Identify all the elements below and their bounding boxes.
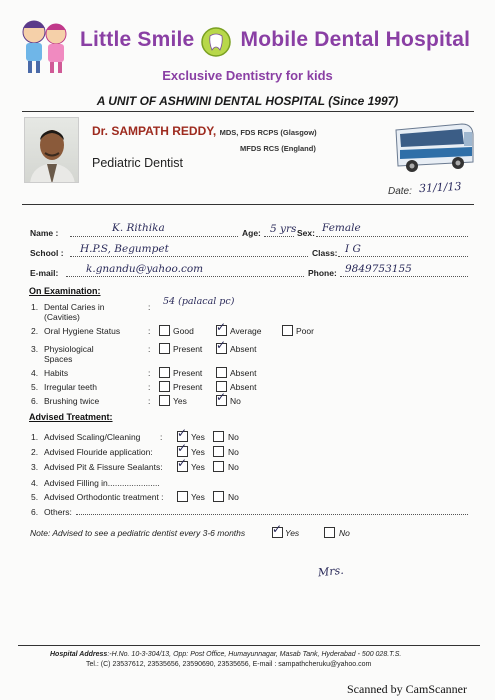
exam-irregular-label: Irregular teeth [44,382,97,392]
sealants-yes-label: Yes [191,462,205,472]
scanner-watermark: Scanned by CamScanner [347,682,467,696]
spaces-present-checkbox[interactable] [159,343,170,354]
name-value: K. Rithika [112,222,165,234]
exam-caries-value: 54 (palacal pc) [163,296,235,307]
sex-value: Female [322,222,361,234]
doctor-photo [24,117,79,183]
mobile-bus-icon [392,120,476,175]
title-part-2: Mobile Dental Hospital [240,28,471,51]
exam-3-num: 3. [31,344,39,354]
exam-brushing-colon: : [148,396,151,406]
brushing-no-check-icon: ✓ [216,390,227,404]
exam-oral-hygiene-label: Oral Hygiene Status [44,326,121,336]
scaling-no-label: No [228,432,239,442]
oral-poor-label: Poor [296,326,314,336]
note-no-label: No [339,528,350,538]
exam-brushing-label: Brushing twice [44,396,100,406]
spaces-absent-label: Absent [230,344,257,354]
signature: Mrs. [317,563,345,580]
scaling-yes-label: Yes [191,432,205,442]
ortho-yes-checkbox[interactable] [177,491,188,502]
doctor-name-text: Dr. SAMPATH REDDY, [92,124,217,138]
phone-field-line [340,276,468,277]
school-label: School : [30,248,64,258]
treat-scaling-colon: : [160,432,163,442]
doctor-role: Pediatric Dentist [92,156,184,170]
note-no-checkbox[interactable] [324,527,335,538]
treatment-heading: Advised Treatment: [29,412,113,422]
oral-poor-checkbox[interactable] [282,325,293,336]
spaces-present-label: Present [173,344,203,354]
unit-line: A UNIT OF ASHWINI DENTAL HOSPITAL (Since 1997) [96,94,399,108]
hospital-subtitle: Exclusive Dentistry for kids [162,68,333,83]
address-text: :-H.No. 10-3-304/13, Opp: Post Office, Humayunnagar, Masab Tank, Hyderabad - 500 028.T.S. [107,651,402,658]
treat-scaling-label: Advised Scaling/Cleaning [44,432,141,442]
footer-address [50,651,401,658]
class-value: I G [345,243,361,255]
follow-up-note: Note: Advised to see a pediatric dentist every 3-6 months [30,528,246,538]
scaling-no-checkbox[interactable] [213,431,224,442]
kids-logo-icon [14,14,74,76]
treat-sealants-label: Advised Pit & Fissure Sealants: [44,462,163,472]
phone-value: 9849753155 [345,263,412,275]
exam-spaces-colon: : [148,344,151,354]
habits-absent-label: Absent [230,368,257,378]
exam-caries-label: Dental Caries in [44,302,105,312]
exam-5-num: 5. [31,382,39,392]
exam-2-num: 2. [31,326,39,336]
address-label: Hospital Address [50,651,108,658]
exam-spaces-label: Physiological [44,344,94,354]
scaling-yes-check-icon: ✓ [177,426,188,440]
doctor-degrees-1: MDS, FDS RCPS (Glasgow) [219,128,317,137]
fluoride-yes-check-icon: ✓ [177,441,188,455]
exam-oral-hygiene-colon: : [148,326,151,336]
treat-4-num: 4. [31,478,39,488]
exam-spaces-label-2: Spaces [44,354,73,364]
treat-fluoride-label: Advised Flouride application: [44,447,153,457]
irregular-present-checkbox[interactable] [159,381,170,392]
age-value: 5 yrs [270,223,297,235]
exam-habits-colon: : [148,368,151,378]
treat-5-num: 5. [31,492,39,502]
age-label: Age: [242,228,261,238]
school-field-line [70,256,308,257]
brushing-yes-checkbox[interactable] [159,395,170,406]
class-label: Class: [312,248,338,258]
exam-4-num: 4. [31,368,39,378]
tooth-logo-icon [200,26,232,58]
ortho-yes-label: Yes [191,492,205,502]
hospital-title [80,28,470,52]
oral-average-label: Average [230,326,262,336]
brushing-yes-label: Yes [173,396,187,406]
exam-irregular-colon: : [148,382,151,392]
treat-ortho-label: Advised Orthodontic treatment : [44,492,164,502]
fluoride-no-label: No [228,447,239,457]
oral-good-label: Good [173,326,194,336]
doctor-name [92,124,317,138]
name-field-line [70,236,238,237]
habits-present-checkbox[interactable] [159,367,170,378]
sex-field-line [316,236,468,237]
doctor-portrait-icon [25,118,79,183]
irregular-absent-label: Absent [230,382,257,392]
habits-absent-checkbox[interactable] [216,367,227,378]
email-value: k.gnandu@yahoo.com [86,263,204,275]
name-label: Name : [30,228,59,238]
ortho-no-label: No [228,492,239,502]
habits-present-label: Present [173,368,203,378]
title-part-1: Little Smile [80,28,195,51]
footer-divider [18,645,480,646]
doctor-degrees-2: MFDS RCS (England) [240,144,316,153]
ortho-no-checkbox[interactable] [213,491,224,502]
email-field-line [66,276,304,277]
date-label: Date: [388,186,412,197]
exam-caries-label-2: (Cavities) [44,312,80,322]
exam-6-num: 6. [31,396,39,406]
treat-1-num: 1. [31,432,39,442]
treat-filling-label: Advised Filling in...................... [44,478,160,488]
note-yes-check-icon: ✓ [272,522,283,536]
date-value: 31/1/13 [418,179,462,196]
sex-label: Sex: [297,228,315,238]
treat-6-num: 6. [31,507,39,517]
fluoride-no-checkbox[interactable] [213,446,224,457]
irregular-present-label: Present [173,382,203,392]
note-yes-label: Yes [285,528,300,538]
footer-contact: Tel.: (C) 23537612, 23535656, 23590690, 23535656, E-mail : sampathcheruku@yahoo.com [86,661,372,668]
oral-good-checkbox[interactable] [159,325,170,336]
sealants-no-checkbox[interactable] [213,461,224,472]
doctor-divider [22,204,474,205]
treat-2-num: 2. [31,447,39,457]
examination-heading: On Examination: [29,286,101,296]
brushing-no-label: No [230,396,241,406]
fluoride-yes-label: Yes [191,447,205,457]
spaces-absent-check-icon: ✓ [216,338,227,352]
others-field-line [76,514,468,515]
treat-others-label: Others: [44,507,72,517]
age-field-line [264,236,294,237]
treat-3-num: 3. [31,462,39,472]
exam-1-num: 1. [31,302,39,312]
sealants-yes-check-icon: ✓ [177,456,188,470]
sealants-no-label: No [228,462,239,472]
email-label: E-mail: [30,268,59,278]
exam-habits-label: Habits [44,368,69,378]
oral-average-check-icon: ✓ [216,320,227,334]
header-divider [22,111,474,112]
exam-caries-colon: : [148,302,151,312]
school-value: H.P.S, Begumpet [80,243,169,255]
class-field-line [338,256,468,257]
phone-label: Phone: [308,268,337,278]
